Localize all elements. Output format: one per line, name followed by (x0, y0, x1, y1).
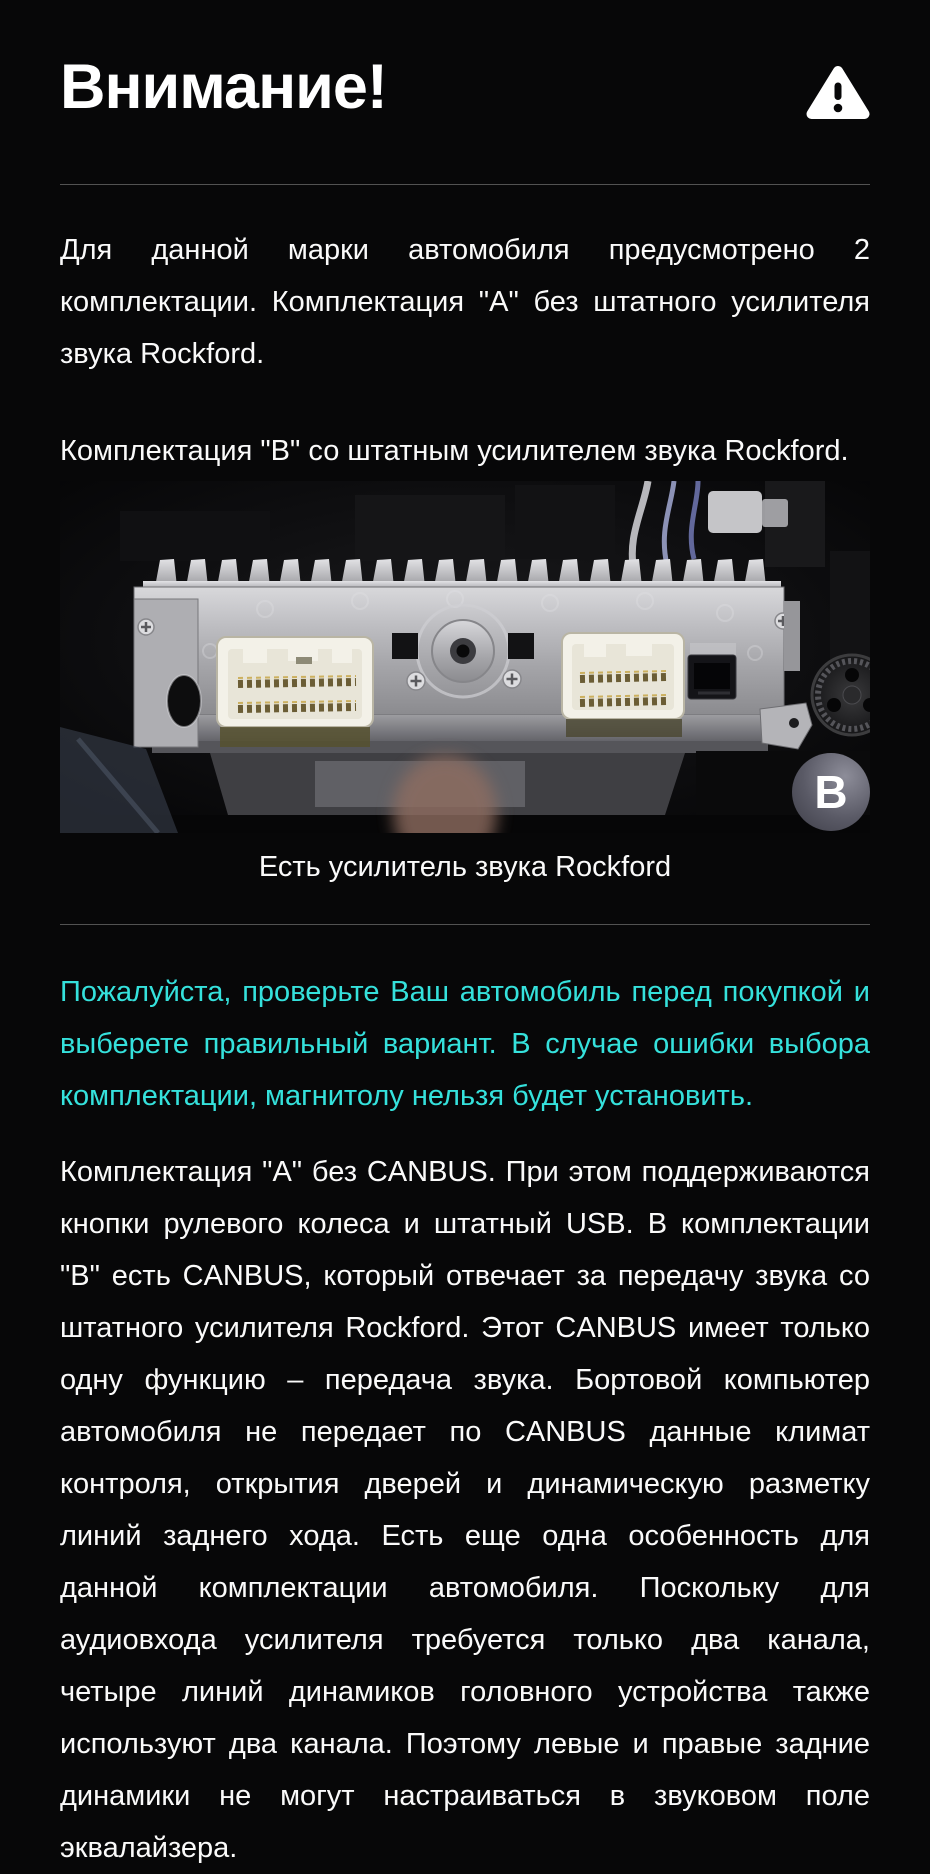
notice-paragraph: Пожалуйста, проверьте Ваш автомобиль перед покупкой и выберете правильный вариант. В случае ошибки выбора комплектации, магнитолу нельзя будет установить. (60, 976, 870, 1112)
details-paragraph: Комплектация "А" без CANBUS. При этом поддерживаются кнопки рулевого колеса и штатный USB. В комплектации "В" есть CANBUS, который отвечает за передачу звука со штатного усилителя Rockford. Этот CANBUS имеет только одну функцию – передача звука. Бортовой компьютер автомобиля не передает по CANBUS данные климат контроля, открытия дверей и динамическую разметку линий заднего хода. Есть еще одна особенность для данной комплектации автомобиля. Поскольку для аудиовхода усилителя требуется только два канала, четыре линий динамиков головного устройства также используют два канала. Поэтому левые и правые задние динамики не могут настраиваться в звуковом поле эквалайзера. (60, 1156, 870, 1864)
warning-triangle-icon (806, 62, 870, 125)
intro-paragraph-1: Для данной марки автомобиля предусмотрено 2 комплектации. Комплектация "А" без штатного усилителя звука Rockford. (60, 234, 870, 370)
intro-paragraph-2: Комплектация "B" со штатным усилителем звука Rockford. (60, 435, 849, 467)
photo-caption: Есть усилитель звука Rockford (258, 851, 672, 883)
page-title: Внимание! (60, 52, 387, 122)
divider-middle (60, 924, 870, 925)
head-unit-rear-illustration (60, 481, 870, 833)
content (60, 0, 870, 1874)
variant-badge: B (792, 753, 870, 831)
divider-top (60, 184, 870, 185)
header (60, 0, 870, 125)
product-photo (60, 481, 870, 833)
